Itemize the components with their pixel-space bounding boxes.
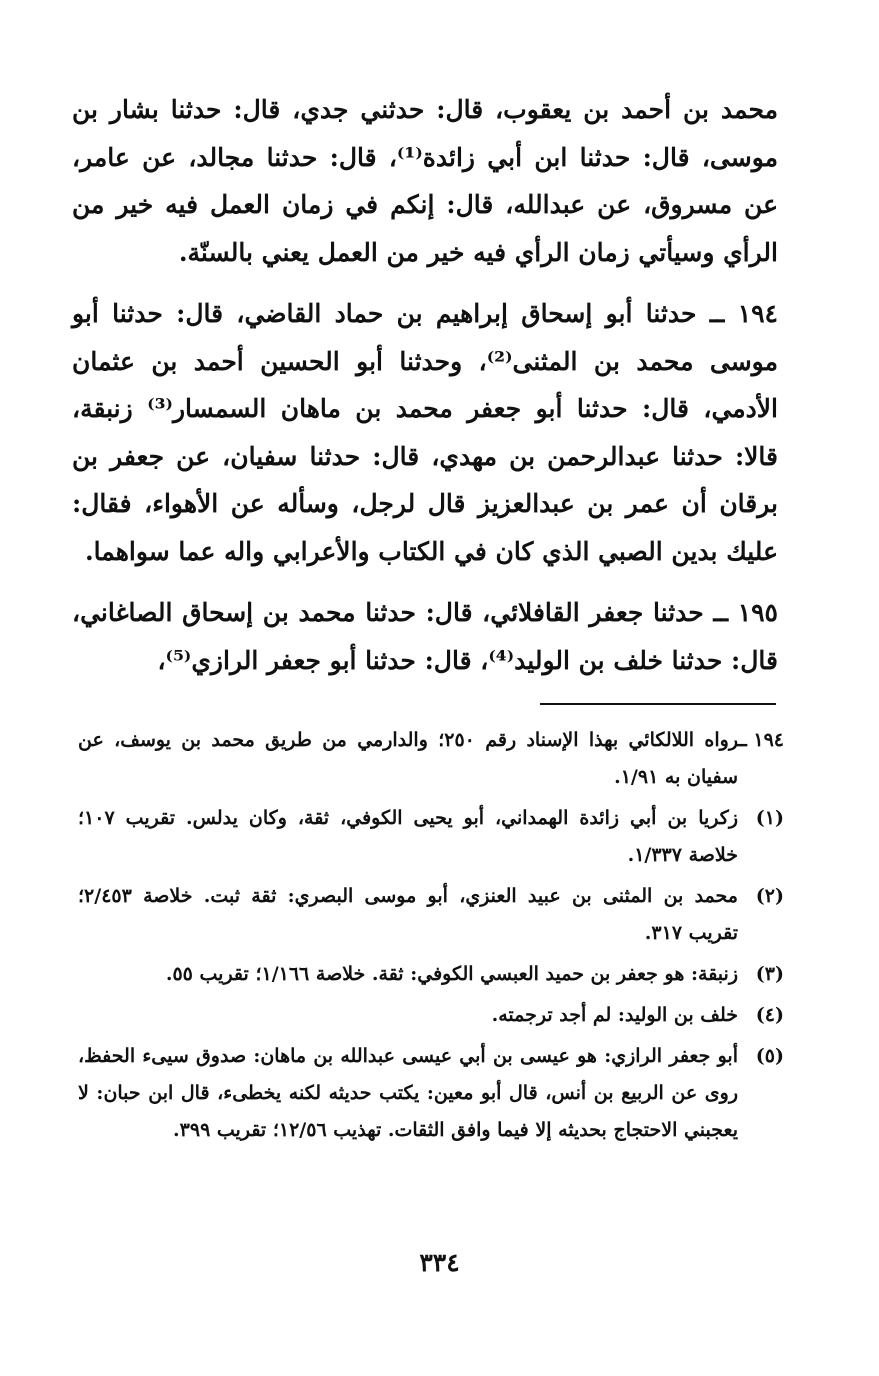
paragraph-195: ١٩٥ ــ حدثنا جعفر القافلائي، قال: حدثنا محمد بن إسحاق الصاغاني، قال: حدثنا خلف بن الوليد⁽⁴⁾، قال: حدثنا أبو جعفر الرازي⁽⁵⁾، — [72, 598, 778, 675]
paragraph-194: ١٩٤ ــ حدثنا أبو إسحاق إبراهيم بن حماد القاضي، قال: حدثنا أبو موسى محمد بن المثنى⁽²⁾، وحدثنا أبو الحسين أحمد بن عثمان الأدمي، قال: حدثنا أبو جعفر محمد بن ماهان السمسار⁽³⁾ زنبقة، قالا: حدثنا عبدالرحمن بن مهدي، قال: حدثنا سفيان، عن جعفر بن برقان أن عمر بن عبدالعزيز قال لرجل، وسأله عن الأهواء، فقال: عليك بدين الصبي الذي كان في الكتاب والأعرابي واله عما سواهما. — [72, 299, 779, 566]
footnote-marker: (١) — [755, 807, 784, 829]
main-text-block — [72, 86, 778, 684]
footnote-text: أبو جعفر الرازي: هو عيسى بن أبي عيسى عبدالله بن ماهان: صدوق سيىء الحفظ، روى عن الربيع بن أنس، قال أبو معين: يكتب حديثه لكنه يخطىء، قال ابن حبان: لا يعجبني الاحتجاج بحديثه إلا فيما وافق الثقات. تهذيب ١٢/٥٦؛ تقريب ٣٩٩. — [78, 1045, 738, 1141]
footnote-text: رواه اللالكائي بهذا الإسناد رقم ٢٥٠؛ والدارمي من طريق محمد بن يوسف، عن سفيان به ١/٩١. — [78, 729, 738, 788]
footnote-194 — [78, 722, 784, 796]
footnote-2 — [78, 878, 784, 952]
footnote-4 — [78, 997, 784, 1034]
footnote-marker: ١٩٤ ــ — [735, 729, 784, 751]
footnotes-block — [78, 722, 784, 1153]
footnote-text: محمد بن المثنى بن عبيد العنزي، أبو موسى البصري: ثقة ثبت. خلاصة ٢/٤٥٣؛ تقريب ٣١٧. — [78, 885, 738, 944]
footnote-separator — [540, 703, 776, 705]
footnote-3 — [78, 956, 784, 993]
footnote-text: خلف بن الوليد: لم أجد ترجمته. — [491, 1004, 738, 1026]
footnote-text: زكريا بن أبي زائدة الهمداني، أبو يحيى الكوفي، ثقة، وكان يدلس. تقريب ١٠٧؛ خلاصة ١/٣٣٧. — [78, 807, 738, 866]
footnote-marker: (٣) — [755, 963, 784, 985]
footnote-1 — [78, 800, 784, 874]
page-number: ٣٣٤ — [419, 1248, 460, 1277]
footnote-marker: (٢) — [755, 885, 784, 907]
footnote-text: زنبقة: هو جعفر بن حميد العبسي الكوفي: ثقة. خلاصة ١/١٦٦؛ تقريب ٥٥. — [165, 963, 738, 985]
footnote-5 — [78, 1038, 784, 1149]
footnote-marker: (٥) — [755, 1045, 784, 1067]
paragraph-continuation: محمد بن أحمد بن يعقوب، قال: حدثني جدي، قال: حدثنا بشار بن موسى، قال: حدثنا ابن أبي زائدة⁽¹⁾، قال: حدثنا مجالد، عن عامر، عن مسروق، عن عبدالله، قال: إنكم في زمان العمل فيه خير من الرأي وسيأتي زمان الرأي فيه خير من العمل يعني بالسنّة. — [72, 95, 778, 267]
footnote-marker: (٤) — [755, 1004, 784, 1026]
